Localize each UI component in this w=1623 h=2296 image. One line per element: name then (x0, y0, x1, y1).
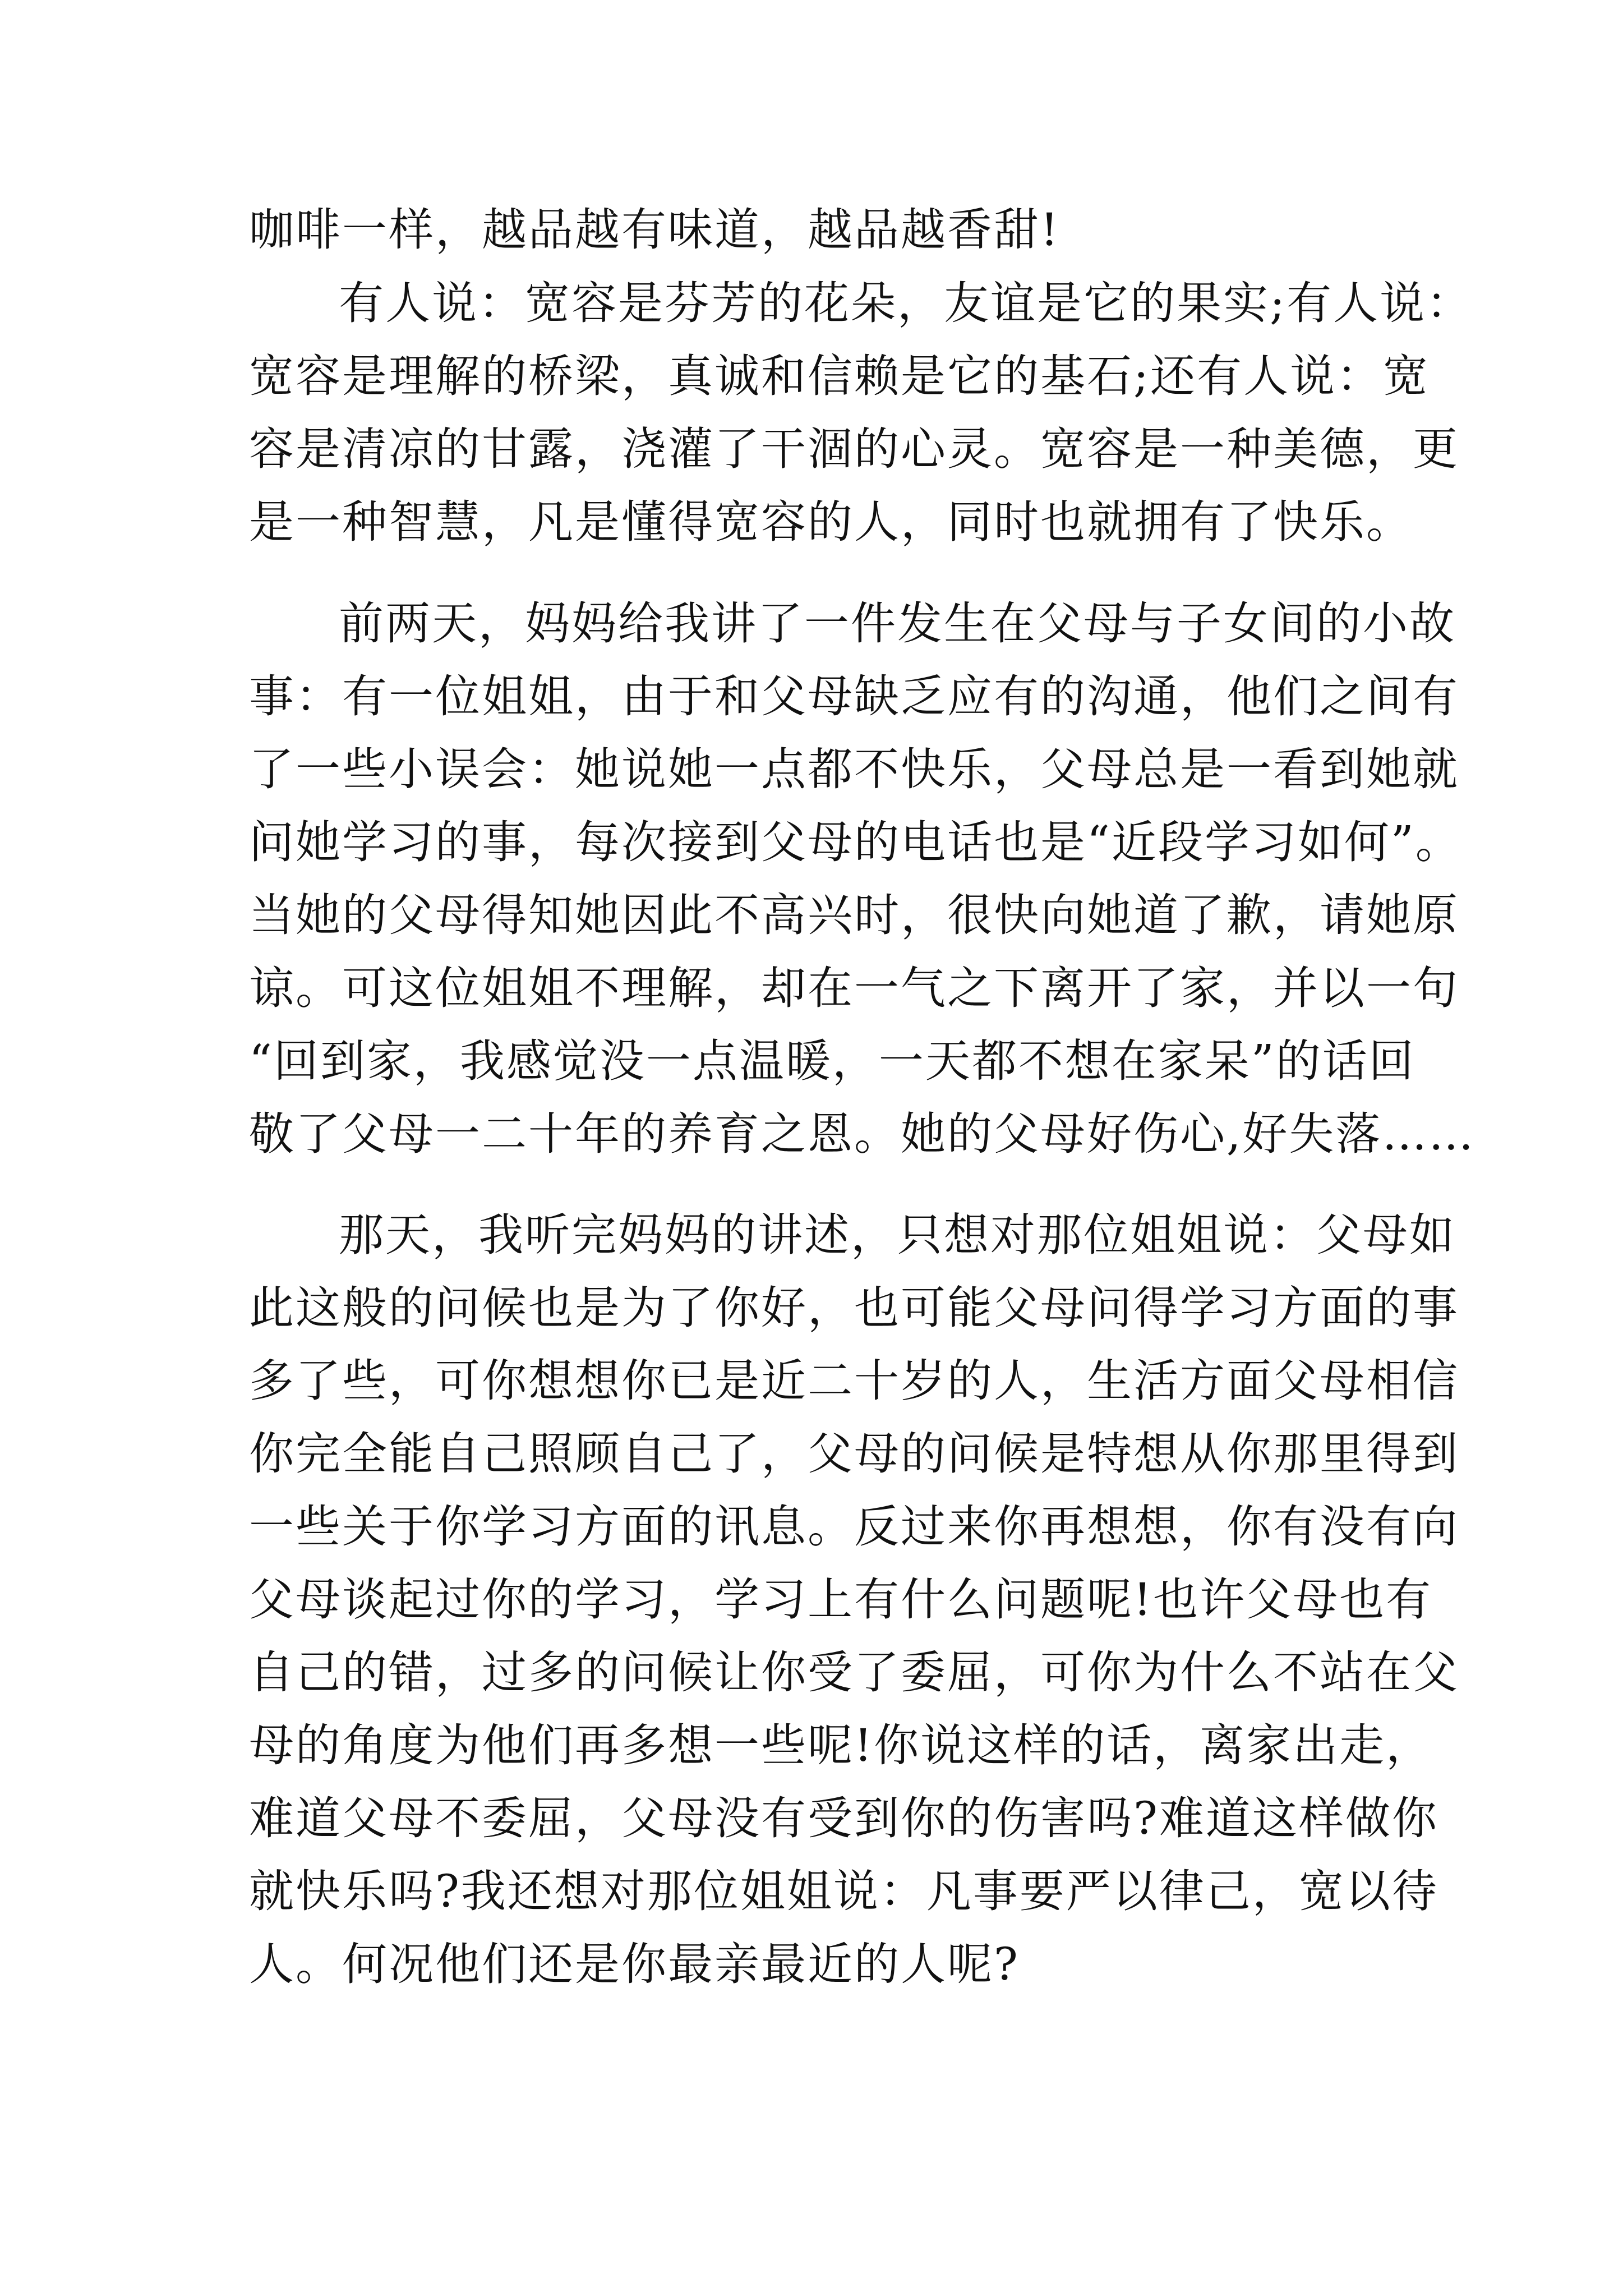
text-line: 问她学习的事，每次接到父母的电话也是“近段学习如何”。 (249, 816, 1462, 868)
text-line: 一些关于你学习方面的讯息。反过来你再想想，你有没有向 (249, 1501, 1459, 1553)
text-line: 敬了父母一二十年的养育之恩。她的父母好伤心,好失落…… (249, 1108, 1476, 1160)
text-line: 了一些小误会：她说她一点都不快乐，父母总是一看到她就 (249, 743, 1459, 795)
text-line: 咖啡一样，越品越有味道，越品越香甜! (249, 204, 1061, 256)
text-line: 母的角度为他们再多想一些呢!你说这样的话，离家出走， (249, 1719, 1433, 1772)
text-line: 容是清凉的甘露，浇灌了干涸的心灵。宽容是一种美德，更 (249, 423, 1459, 475)
text-line: 人。何况他们还是你最亲最近的人呢? (249, 1938, 1020, 1990)
text-line: 你完全能自己照顾自己了，父母的问候是特想从你那里得到 (249, 1428, 1459, 1480)
text-line: 自己的错，过多的问候让你受了委屈，可你为什么不站在父 (249, 1646, 1459, 1699)
text-line: 是一种智慧，凡是懂得宽容的人，同时也就拥有了快乐。 (249, 496, 1413, 548)
text-line: 多了些，可你想想你已是近二十岁的人，生活方面父母相信 (249, 1355, 1459, 1407)
text-line: 谅。可这位姐姐不理解，却在一气之下离开了家，并以一句 (249, 962, 1459, 1014)
text-line: 宽容是理解的桥梁，真诚和信赖是它的基石;还有人说：宽 (249, 350, 1430, 402)
text-line: 就快乐吗?我还想对那位姐姐说：凡事要严以律己，宽以待 (249, 1865, 1438, 1917)
text-line: “回到家，我感觉没一点温暖，一天都不想在家呆”的话回 (249, 1035, 1415, 1087)
text-line: 父母谈起过你的学习，学习上有什么问题呢!也许父母也有 (249, 1573, 1433, 1626)
text-line: 那天，我听完妈妈的讲述，只想对那位姐姐说：父母如 (339, 1209, 1456, 1261)
text-line: 事：有一位姐姐，由于和父母缺乏应有的沟通，他们之间有 (249, 670, 1459, 723)
text-line: 此这般的问候也是为了你好，也可能父母问得学习方面的事 (249, 1282, 1459, 1334)
text-line: 当她的父母得知她因此不高兴时，很快向她道了歉，请她原 (249, 889, 1459, 941)
text-line: 前两天，妈妈给我讲了一件发生在父母与子女间的小故 (339, 597, 1456, 650)
text-line: 有人说：宽容是芬芳的花朵，友谊是它的果实;有人说： (339, 277, 1473, 329)
text-line: 难道父母不委屈，父母没有受到你的伤害吗?难道这样做你 (249, 1792, 1438, 1844)
